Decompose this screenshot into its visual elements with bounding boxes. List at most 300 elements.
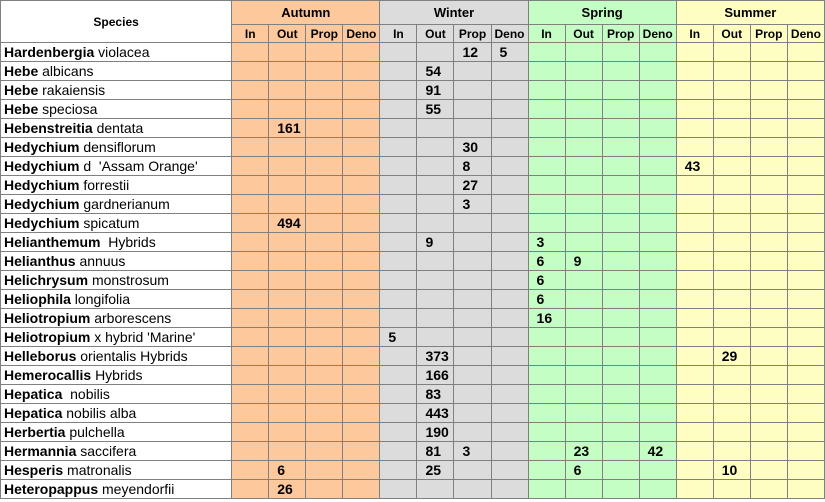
summer-out-header: Out [713, 25, 750, 43]
value-cell [232, 480, 269, 499]
value-cell [380, 309, 417, 328]
value-cell [565, 404, 602, 423]
species-epithet: matronalis [67, 462, 132, 478]
value-cell [306, 442, 343, 461]
genus-name: Hesperis [4, 462, 64, 478]
species-epithet: pulchella [69, 424, 125, 440]
value-cell [639, 100, 676, 119]
value-cell: 55 [417, 100, 454, 119]
value-cell [787, 157, 824, 176]
genus-name: Hebe [4, 63, 39, 79]
value-cell: 12 [454, 43, 491, 62]
autumn-in-header: In [232, 25, 269, 43]
table-row [1, 119, 825, 138]
value-cell [269, 252, 306, 271]
value-cell [565, 176, 602, 195]
season-header-summer: Summer [676, 1, 824, 25]
value-cell [750, 442, 787, 461]
value-cell [750, 309, 787, 328]
value-cell [232, 119, 269, 138]
value-cell [343, 214, 380, 233]
value-cell [417, 43, 454, 62]
value-cell [713, 176, 750, 195]
genus-name: Helianthemum [4, 234, 101, 250]
value-cell [454, 309, 491, 328]
summer-prop-header: Prop [750, 25, 787, 43]
value-cell [787, 366, 824, 385]
species-epithet: dentata [96, 120, 144, 136]
value-cell [232, 461, 269, 480]
value-cell [787, 423, 824, 442]
species-name-cell [1, 271, 232, 290]
value-cell: 6 [528, 252, 565, 271]
value-cell [491, 252, 528, 271]
value-cell [750, 404, 787, 423]
value-cell [306, 195, 343, 214]
value-cell [565, 423, 602, 442]
value-cell [491, 81, 528, 100]
value-cell [639, 81, 676, 100]
value-cell: 9 [565, 252, 602, 271]
value-cell: 161 [269, 119, 306, 138]
value-cell: 3 [454, 195, 491, 214]
value-cell [306, 385, 343, 404]
value-cell [269, 62, 306, 81]
value-cell [528, 442, 565, 461]
value-cell [306, 43, 343, 62]
value-cell [417, 328, 454, 347]
value-cell [676, 461, 713, 480]
value-cell [306, 62, 343, 81]
value-cell [565, 309, 602, 328]
season-header-winter: Winter [380, 1, 528, 25]
value-cell [380, 62, 417, 81]
value-cell [528, 366, 565, 385]
value-cell [676, 385, 713, 404]
genus-name: Hepatica [4, 386, 63, 402]
value-cell [528, 404, 565, 423]
value-cell [787, 100, 824, 119]
value-cell [491, 385, 528, 404]
value-cell [306, 176, 343, 195]
value-cell [713, 100, 750, 119]
genus-name: Hebe [4, 101, 39, 117]
value-cell [232, 442, 269, 461]
species-name-cell [1, 442, 232, 461]
value-cell [269, 100, 306, 119]
value-cell [232, 423, 269, 442]
value-cell [602, 328, 639, 347]
species-epithet: d 'Assam Orange' [83, 158, 198, 174]
species-epithet: orientalis Hybrids [80, 348, 188, 364]
value-cell [602, 271, 639, 290]
table-row [1, 233, 825, 252]
species-name-cell [1, 62, 232, 81]
value-cell [639, 62, 676, 81]
value-cell [676, 271, 713, 290]
species-name-cell [1, 328, 232, 347]
value-cell [343, 290, 380, 309]
table-row [1, 195, 825, 214]
value-cell [676, 309, 713, 328]
value-cell [565, 119, 602, 138]
value-cell: 42 [639, 442, 676, 461]
value-cell [565, 81, 602, 100]
value-cell [454, 233, 491, 252]
value-cell [491, 138, 528, 157]
value-cell [417, 252, 454, 271]
species-epithet: arborescens [94, 310, 172, 326]
value-cell [639, 385, 676, 404]
value-cell [602, 214, 639, 233]
value-cell [417, 157, 454, 176]
species-column-header: Species [1, 1, 232, 43]
table-row [1, 442, 825, 461]
value-cell [454, 404, 491, 423]
species-epithet: gardnerianum [83, 196, 170, 212]
value-cell [454, 252, 491, 271]
value-cell: 6 [528, 271, 565, 290]
value-cell [787, 119, 824, 138]
value-cell [269, 157, 306, 176]
value-cell [454, 119, 491, 138]
value-cell [750, 214, 787, 233]
value-cell [676, 81, 713, 100]
value-cell [417, 176, 454, 195]
value-cell [750, 252, 787, 271]
value-cell [602, 195, 639, 214]
winter-out-header: Out [417, 25, 454, 43]
value-cell [528, 214, 565, 233]
winter-deno-header: Deno [491, 25, 528, 43]
value-cell [639, 138, 676, 157]
species-epithet: spicatum [83, 215, 140, 231]
species-epithet: forrestii [83, 177, 130, 193]
value-cell [787, 81, 824, 100]
value-cell [787, 385, 824, 404]
value-cell [343, 138, 380, 157]
value-cell [750, 290, 787, 309]
value-cell [306, 328, 343, 347]
value-cell [602, 366, 639, 385]
species-name-cell [1, 233, 232, 252]
table-row [1, 404, 825, 423]
value-cell [454, 328, 491, 347]
value-cell [713, 309, 750, 328]
value-cell [639, 328, 676, 347]
value-cell [676, 347, 713, 366]
value-cell: 91 [417, 81, 454, 100]
value-cell [713, 43, 750, 62]
value-cell [528, 176, 565, 195]
value-cell: 8 [454, 157, 491, 176]
value-cell [676, 43, 713, 62]
season-header-autumn: Autumn [232, 1, 380, 25]
genus-name: Hedychium [4, 215, 80, 231]
value-cell [306, 290, 343, 309]
table-row [1, 214, 825, 233]
value-cell: 5 [380, 328, 417, 347]
value-cell [750, 138, 787, 157]
value-cell [639, 195, 676, 214]
value-cell [232, 195, 269, 214]
value-cell [713, 423, 750, 442]
value-cell [676, 480, 713, 499]
value-cell [343, 43, 380, 62]
value-cell [676, 423, 713, 442]
value-cell [380, 290, 417, 309]
table-row [1, 385, 825, 404]
value-cell [676, 233, 713, 252]
value-cell [343, 176, 380, 195]
value-cell [639, 290, 676, 309]
value-cell [676, 442, 713, 461]
value-cell [380, 138, 417, 157]
value-cell [528, 423, 565, 442]
species-epithet: nobilis [66, 386, 110, 402]
value-cell [454, 214, 491, 233]
value-cell [491, 404, 528, 423]
value-cell [491, 442, 528, 461]
value-cell [343, 81, 380, 100]
species-epithet: saccifera [80, 443, 137, 459]
value-cell [491, 271, 528, 290]
value-cell [639, 43, 676, 62]
spring-in-header: In [528, 25, 565, 43]
table-row [1, 271, 825, 290]
value-cell [454, 100, 491, 119]
value-cell [343, 309, 380, 328]
value-cell [343, 119, 380, 138]
value-cell: 16 [528, 309, 565, 328]
genus-name: Hepatica [4, 405, 63, 421]
table-row [1, 100, 825, 119]
autumn-prop-header: Prop [306, 25, 343, 43]
value-cell [787, 404, 824, 423]
value-cell [528, 81, 565, 100]
species-name-cell [1, 309, 232, 328]
genus-name: Hedychium [4, 158, 80, 174]
value-cell [602, 81, 639, 100]
species-name-cell [1, 214, 232, 233]
value-cell [787, 328, 824, 347]
value-cell [306, 138, 343, 157]
value-cell [750, 423, 787, 442]
value-cell [602, 62, 639, 81]
value-cell: 494 [269, 214, 306, 233]
summer-deno-header: Deno [787, 25, 824, 43]
value-cell [269, 233, 306, 252]
table-row [1, 366, 825, 385]
winter-prop-header: Prop [454, 25, 491, 43]
table-row [1, 480, 825, 499]
value-cell [602, 290, 639, 309]
value-cell [639, 366, 676, 385]
value-cell: 6 [528, 290, 565, 309]
table-row [1, 423, 825, 442]
value-cell [454, 62, 491, 81]
genus-name: Hermannia [4, 443, 77, 459]
value-cell [491, 290, 528, 309]
table-row [1, 252, 825, 271]
value-cell [491, 119, 528, 138]
value-cell [787, 442, 824, 461]
value-cell [454, 81, 491, 100]
value-cell [639, 233, 676, 252]
value-cell [232, 328, 269, 347]
value-cell: 5 [491, 43, 528, 62]
value-cell [713, 328, 750, 347]
table-body [1, 43, 825, 499]
value-cell [750, 195, 787, 214]
table-row [1, 138, 825, 157]
value-cell [306, 233, 343, 252]
value-cell [343, 328, 380, 347]
value-cell [380, 480, 417, 499]
value-cell [565, 43, 602, 62]
season-header-row [1, 1, 825, 25]
value-cell [380, 461, 417, 480]
value-cell [269, 81, 306, 100]
value-cell [306, 100, 343, 119]
value-cell [380, 252, 417, 271]
value-cell [639, 404, 676, 423]
value-cell [417, 195, 454, 214]
value-cell [491, 100, 528, 119]
value-cell [380, 176, 417, 195]
value-cell [491, 176, 528, 195]
value-cell [380, 100, 417, 119]
value-cell [713, 271, 750, 290]
value-cell: 190 [417, 423, 454, 442]
value-cell [380, 271, 417, 290]
value-cell [232, 81, 269, 100]
value-cell [380, 423, 417, 442]
value-cell [639, 252, 676, 271]
genus-name: Helichrysum [4, 272, 89, 288]
value-cell [602, 423, 639, 442]
value-cell [750, 385, 787, 404]
value-cell [454, 290, 491, 309]
value-cell [528, 480, 565, 499]
value-cell [750, 62, 787, 81]
value-cell [232, 404, 269, 423]
value-cell [417, 138, 454, 157]
value-cell [306, 423, 343, 442]
value-cell [528, 195, 565, 214]
species-name-cell [1, 385, 232, 404]
value-cell [787, 62, 824, 81]
species-epithet: Hybrids [104, 234, 156, 250]
table-row [1, 328, 825, 347]
value-cell [639, 347, 676, 366]
value-cell [602, 119, 639, 138]
value-cell [750, 461, 787, 480]
value-cell [343, 442, 380, 461]
value-cell [417, 119, 454, 138]
value-cell [343, 480, 380, 499]
species-name-cell [1, 480, 232, 499]
value-cell [491, 461, 528, 480]
value-cell [639, 157, 676, 176]
table-row [1, 43, 825, 62]
value-cell [232, 366, 269, 385]
value-cell [232, 271, 269, 290]
value-cell [787, 233, 824, 252]
value-cell [750, 81, 787, 100]
value-cell [269, 290, 306, 309]
value-cell [491, 347, 528, 366]
value-cell [232, 43, 269, 62]
genus-name: Herbertia [4, 424, 66, 440]
value-cell [676, 252, 713, 271]
value-cell [491, 157, 528, 176]
species-epithet: densiflorum [83, 139, 156, 155]
value-cell [565, 100, 602, 119]
value-cell [602, 480, 639, 499]
value-cell [676, 100, 713, 119]
value-cell [528, 62, 565, 81]
value-cell [676, 214, 713, 233]
value-cell [676, 404, 713, 423]
value-cell: 9 [417, 233, 454, 252]
value-cell [565, 157, 602, 176]
value-cell [491, 480, 528, 499]
value-cell [528, 461, 565, 480]
value-cell [491, 328, 528, 347]
value-cell [565, 480, 602, 499]
value-cell [750, 43, 787, 62]
species-name-cell [1, 176, 232, 195]
value-cell [750, 100, 787, 119]
value-cell [343, 461, 380, 480]
value-cell [602, 233, 639, 252]
value-cell [787, 138, 824, 157]
value-cell [528, 119, 565, 138]
value-cell [639, 461, 676, 480]
value-cell [676, 176, 713, 195]
value-cell [343, 366, 380, 385]
value-cell [713, 385, 750, 404]
value-cell: 443 [417, 404, 454, 423]
value-cell: 54 [417, 62, 454, 81]
value-cell [232, 62, 269, 81]
species-epithet: nobilis alba [66, 405, 137, 421]
species-epithet: Hybrids [95, 367, 143, 383]
value-cell [269, 309, 306, 328]
value-cell [306, 366, 343, 385]
value-cell [269, 385, 306, 404]
value-cell [639, 480, 676, 499]
value-cell [676, 195, 713, 214]
value-cell [491, 233, 528, 252]
species-name-cell [1, 138, 232, 157]
value-cell [269, 366, 306, 385]
value-cell [306, 252, 343, 271]
value-cell: 26 [269, 480, 306, 499]
value-cell [380, 366, 417, 385]
species-epithet: monstrosum [91, 272, 169, 288]
value-cell [750, 157, 787, 176]
value-cell [528, 385, 565, 404]
value-cell [269, 176, 306, 195]
value-cell [343, 347, 380, 366]
value-cell [565, 385, 602, 404]
value-cell: 29 [713, 347, 750, 366]
value-cell [713, 62, 750, 81]
value-cell [269, 195, 306, 214]
value-cell [602, 43, 639, 62]
